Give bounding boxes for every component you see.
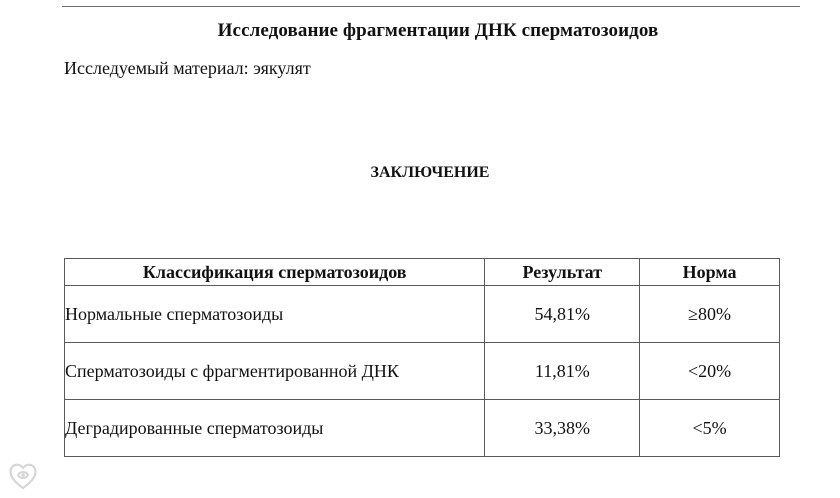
row-classification: Нормальные сперматозоиды — [65, 286, 485, 343]
row-classification: Деградированные сперматозоиды — [65, 400, 485, 457]
results-table — [64, 258, 780, 457]
row-norm: <5% — [640, 400, 780, 457]
document-title: Исследование фрагментации ДНК сперматозоидов — [217, 20, 659, 41]
row-classification: Сперматозоиды с фрагментированной ДНК — [65, 343, 485, 400]
table-row — [65, 400, 780, 457]
table-header-row — [65, 259, 780, 286]
row-result: 54,81% — [485, 286, 640, 343]
table-row — [65, 343, 780, 400]
row-norm: <20% — [640, 343, 780, 400]
logo-watermark-icon — [6, 458, 40, 492]
top-divider — [62, 6, 800, 7]
conclusion-heading: ЗАКЛЮЧЕНИЕ — [370, 164, 490, 181]
header-classification: Классификация сперматозоидов — [65, 259, 485, 286]
table-row — [65, 286, 780, 343]
row-result: 11,81% — [485, 343, 640, 400]
row-norm: ≥80% — [640, 286, 780, 343]
header-norm: Норма — [640, 259, 780, 286]
row-result: 33,38% — [485, 400, 640, 457]
header-result: Результат — [485, 259, 640, 286]
material-line: Исследуемый материал: эякулят — [64, 58, 311, 78]
watermark-dot — [21, 473, 25, 477]
